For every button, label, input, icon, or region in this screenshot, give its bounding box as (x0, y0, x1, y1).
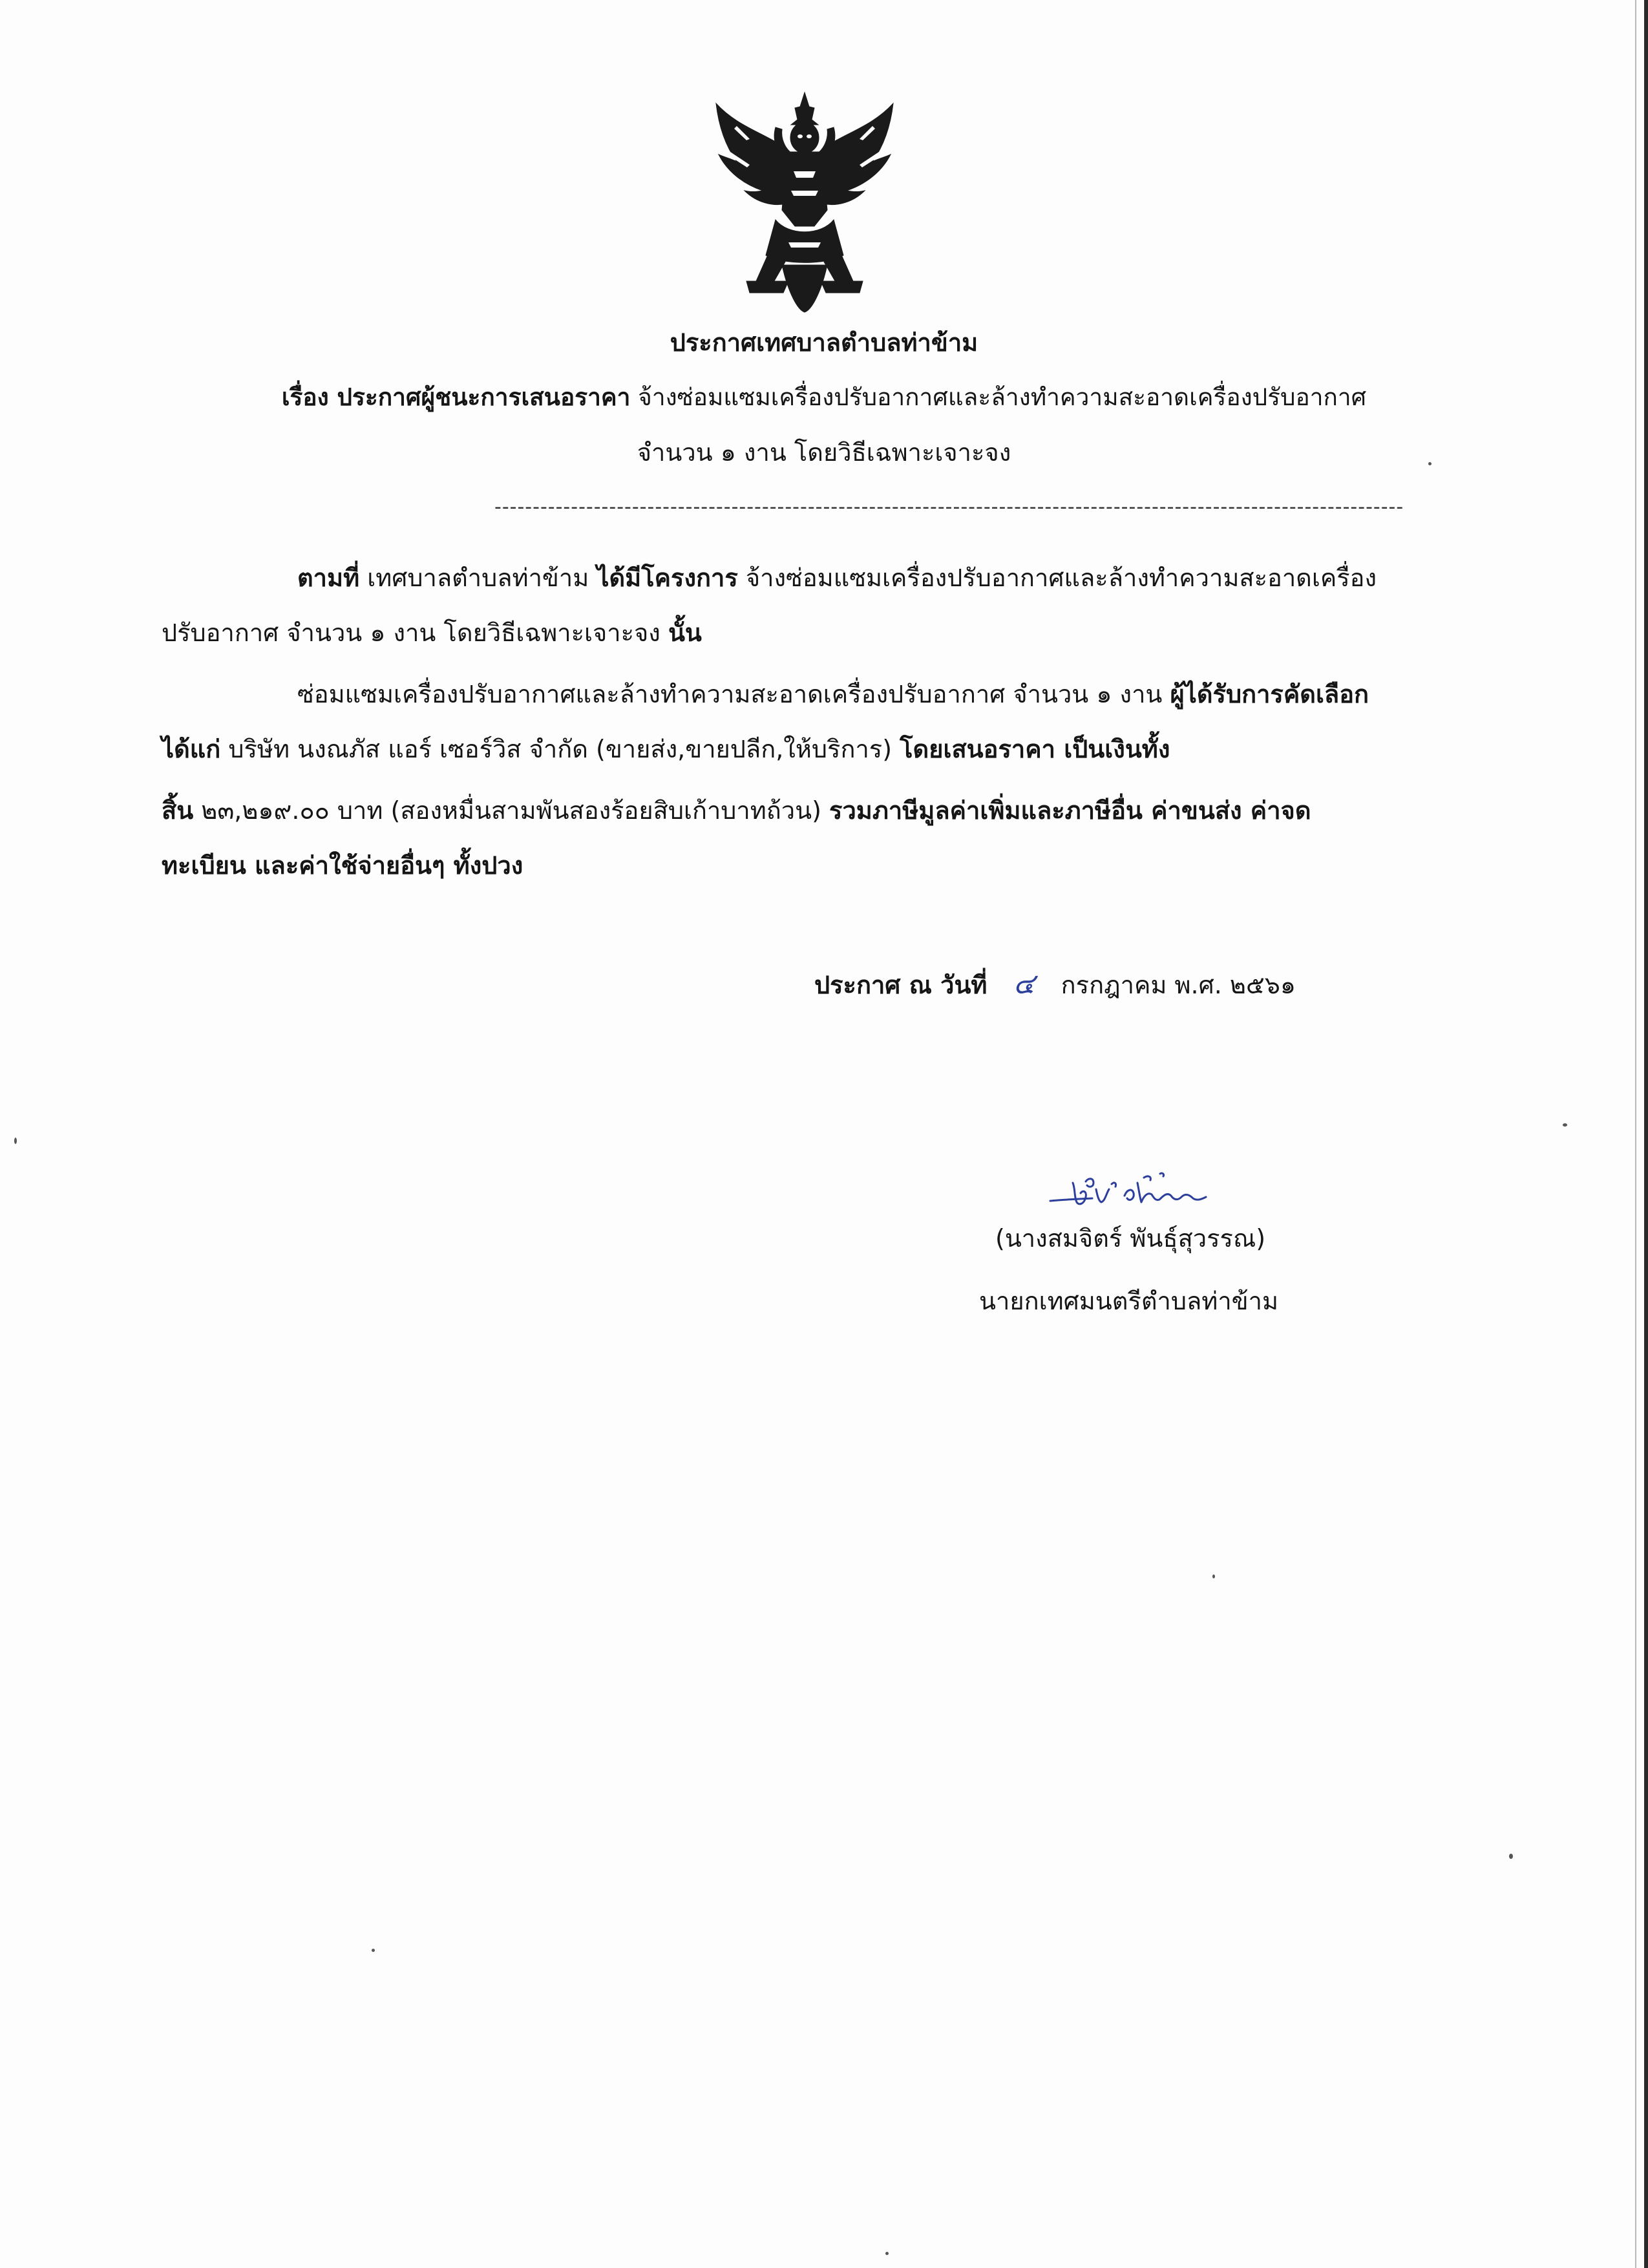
p2-line1: ซ่อมแซมเครื่องปรับอากาศและล้างทำความสะอาดเครื่องปรับอากาศ จำนวน ๑ งาน (297, 680, 1163, 708)
scan-speck (1212, 1574, 1215, 1578)
handwritten-signature (1047, 1163, 1247, 1222)
p2-line1-bold: ผู้ได้รับการคัดเลือก (1170, 680, 1369, 708)
subject-line-2: จำนวน ๑ งาน โดยวิธีเฉพาะเจาะจง (637, 438, 1011, 467)
p1-line2: ปรับอากาศ จำนวน ๑ งาน โดยวิธีเฉพาะเจาะจง (162, 619, 660, 647)
paragraph-2-line-2 (162, 731, 1170, 767)
date-month-year: กรกฎาคม พ.ศ. ๒๕๖๑ (1061, 971, 1296, 999)
p2-line3-bold: สิ้น (162, 796, 194, 825)
p2-line2-bold2: โดยเสนอราคา เป็นเงินทั้ง (900, 735, 1170, 763)
announcement-date (814, 966, 1296, 1003)
announcement-subject (0, 379, 1648, 416)
p2-line2-bold: ได้แก่ (162, 735, 221, 763)
p2-line3-bold2: รวมภาษีมูลค่าเพิ่มและภาษีอื่น ค่าขนส่ง ค่าจด (829, 796, 1311, 825)
scan-speck (372, 1949, 375, 1952)
announcement-title: ประกาศเทศบาลตำบลท่าข้าม (670, 328, 978, 357)
date-prefix: ประกาศ ณ วันที่ (814, 971, 988, 999)
paragraph-2-line-1 (297, 676, 1369, 712)
scan-speck (1563, 1123, 1567, 1127)
garuda-emblem-icon (711, 87, 898, 313)
subject-label: เรื่อง ประกาศผู้ชนะการเสนอราคา (281, 383, 631, 411)
paragraph-1-line-1 (297, 560, 1377, 596)
separator-line: ----------------------------------------------------------------------------------------------------------------------- (494, 496, 1404, 518)
scan-speck (14, 1138, 17, 1144)
paragraph-2-line-4: ทะเบียน และค่าใช้จ่ายอื่นๆ ทั้งปวง (162, 851, 523, 880)
paragraph-1-line-2 (162, 615, 702, 651)
p2-line3: ๒๓,๒๑๙.๐๐ บาท (สองหมื่นสามพันสองร้อยสิบเก้าบาทถ้วน) (201, 796, 821, 825)
scan-speck (1428, 462, 1431, 465)
signer-name: (นางสมจิตร์ พันธุ์สุวรรณ) (995, 1224, 1266, 1253)
date-day-handwritten: ๔ (1013, 968, 1035, 1001)
p1-mid: ได้มีโครงการ (597, 564, 738, 592)
p1-end: นั้น (668, 619, 702, 647)
p2-line2: บริษัท นงณภัส แอร์ เซอร์วิส จำกัด (ขายส่ง,ขายปลีก,ให้บริการ) (228, 735, 893, 763)
p1-org: เทศบาลตำบลท่าข้าม (367, 564, 589, 592)
paragraph-2-line-3 (162, 792, 1311, 829)
scan-speck (885, 2252, 889, 2255)
subject-text: จ้างซ่อมแซมเครื่องปรับอากาศและล้างทำความสะอาดเครื่องปรับอากาศ (638, 383, 1367, 411)
p1-rest: จ้างซ่อมแซมเครื่องปรับอากาศและล้างทำความสะอาดเครื่อง (745, 564, 1377, 592)
signer-position: นายกเทศมนตรีตำบลท่าข้าม (979, 1287, 1279, 1315)
p1-lead: ตามที่ (297, 564, 360, 592)
scan-speck (1509, 1854, 1513, 1859)
